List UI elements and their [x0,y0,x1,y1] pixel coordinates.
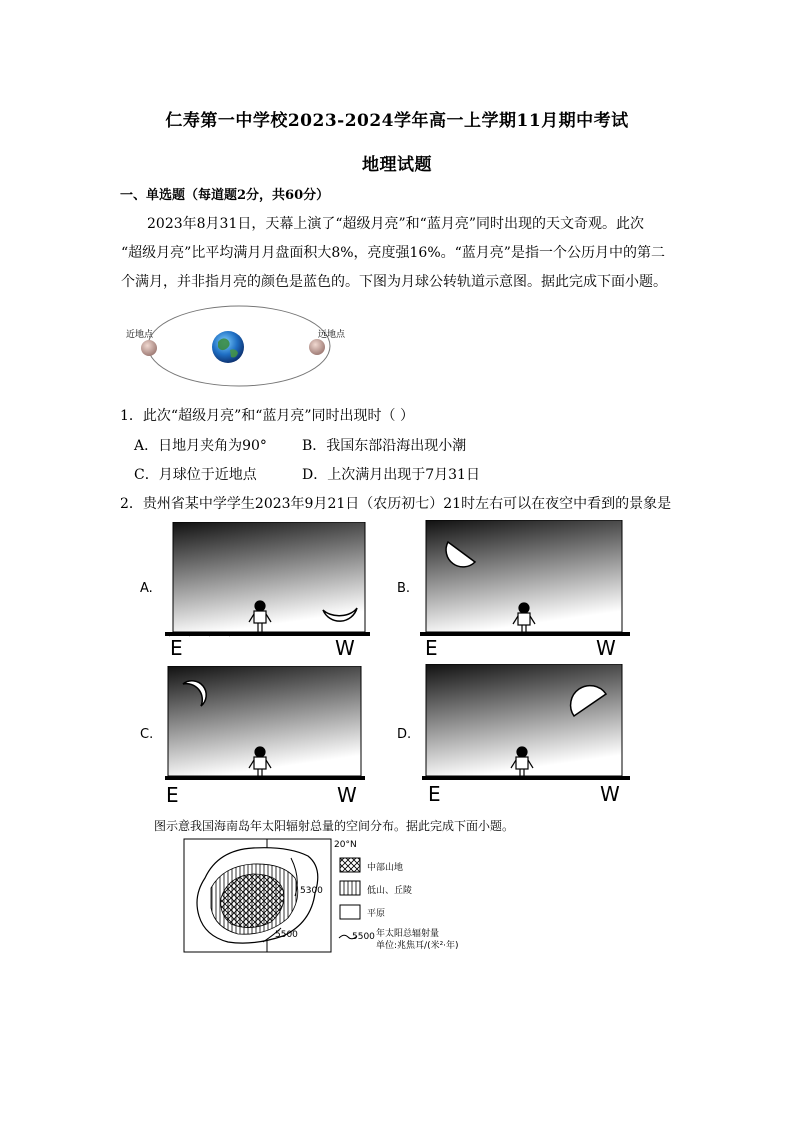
q2-panel-b[interactable] [420,520,630,638]
q1-stem: 1．此次“超级月亮”和“蓝月亮”同时出现时（ ） [120,408,414,424]
map-legend-swatches [339,857,361,923]
q2-panel-b-west: W [596,636,616,660]
q2-panel-b-east: E [425,636,438,660]
passage2: 图示意我国海南岛年太阳辐射总量的空间分布。据此完成下面小题。 [154,819,515,833]
q2-panel-d-east: E [428,782,441,806]
contour-5500-label: 5500 [275,930,298,940]
moon-orbit-figure [118,300,358,392]
q2-panel-c-east: E [166,783,179,807]
q2-panel-a-west: W [335,636,355,660]
legend-plain: 平原 [367,909,386,919]
apogee-label: 远地点 [318,330,346,340]
q1-option-d[interactable]: D．上次满月出现于7月31日 [302,467,480,483]
contour-5300-label: 5300 [300,886,323,896]
passage1-line1: 2023年8月31日，天幕上演了“超级月亮”和“蓝月亮”同时出现的天文奇观。此次 [147,216,644,232]
hainan-map [183,838,333,954]
plain-swatch [340,905,360,919]
q2-panel-c-west: W [337,783,357,807]
q2-panel-d[interactable] [422,664,630,782]
passage1-line3: 个满月，并非指月亮的颜色是蓝色的。下图为月球公转轨道示意图。据此完成下面小题。 [121,274,667,290]
q1-option-a[interactable]: A．日地月夹角为90° [134,438,267,454]
q2-panel-b-label[interactable]: B. [397,581,411,596]
legend-hills: 低山、丘陵 [367,886,413,896]
q2-panel-a-east: E [170,636,183,660]
q2-panel-a-label[interactable]: A. [140,581,153,596]
page-subtitle: 地理试题 [362,155,432,175]
q2-panel-a[interactable] [165,522,370,638]
legend-mountain: 中部山地 [367,863,404,873]
mountain-swatch [340,858,360,872]
moon-perigee-icon [141,340,157,356]
moon-apogee-icon [309,339,325,355]
section-heading: 一、单选题（每道题2分，共60分） [120,188,330,203]
q1-option-c[interactable]: C．月球位于近地点 [134,467,257,483]
q1-option-b[interactable]: B．我国东部沿海出现小潮 [302,438,467,454]
legend-isoline-title: 年太阳总辐射量 [376,929,440,939]
earth-icon [212,331,244,363]
page-title: 仁寿第一中学校2023-2024学年高一上学期11月期中考试 [165,111,629,131]
q2-panel-d-label[interactable]: D. [397,727,412,742]
perigee-label: 近地点 [126,330,154,340]
q2-panel-c[interactable] [165,666,370,784]
ground [165,776,365,780]
q2-panel-d-west: W [600,782,620,806]
q2-stem: 2．贵州省某中学学生2023年9月21日（农历初七）21时左右可以在夜空中看到的景象是 [120,496,672,512]
passage1-line2: “超级月亮”比平均满月月盘面积大8%，亮度强16%。“蓝月亮”是指一个公历月中的第二 [121,245,665,261]
legend-isoline-value: 5500 [352,932,375,942]
ground [422,776,630,780]
legend-isoline-unit: 单位:兆焦耳/(米²·年) [376,941,459,951]
hills-swatch [340,881,360,895]
map-latitude-label: 20°N [334,840,357,850]
q2-panel-c-label[interactable]: C. [140,727,154,742]
